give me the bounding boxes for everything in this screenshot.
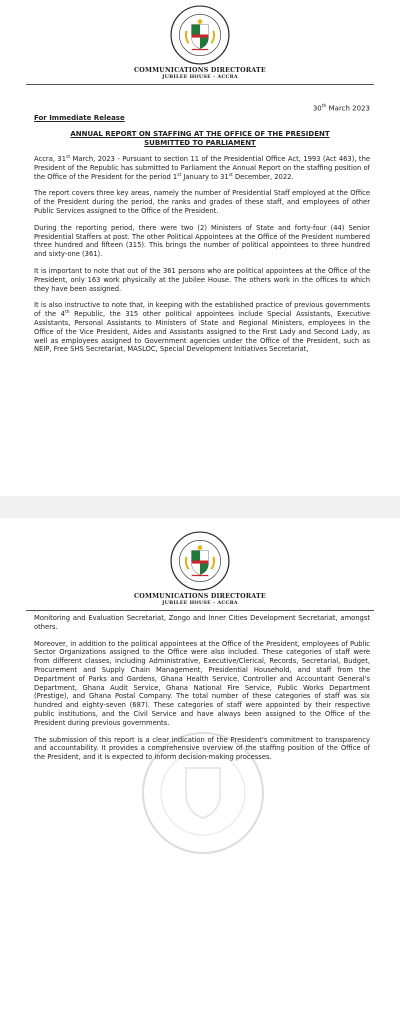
- paragraph: Monitoring and Evaluation Secretariat, Zongo and Inner Cities Development Secretariat, amongst others.: [34, 614, 370, 631]
- page-2-body: [34, 614, 370, 770]
- paragraph: Accra, 31st March, 2023 - Pursuant to section 11 of the Presidential Office Act, 1993 (Act 463), the President of the Republic has submitted to Parliament the Annual Report on the staffing position of the Office of the President for the period 1st January to 31st December, 2022.: [34, 154, 371, 181]
- paragraph: It is important to note that out of the 361 persons who are political appointees at the Office of the President, only 163 work physically at the Jubilee House. The others work in the offices to which they have been assigned.: [34, 266, 370, 293]
- paragraph: The report covers three key areas, namely the number of Presidential Staff employed at the Office of the President during the period, the ranks and grades of these staff, and employees of other Public Services assigned to the Office of the President.: [34, 189, 370, 215]
- presidential-seal-icon: [169, 4, 231, 66]
- release-label: For Immediate Release: [34, 114, 125, 122]
- letterhead-divider: [26, 84, 374, 85]
- organization-name: COMMUNICATIONS DIRECTORATE: [134, 593, 266, 600]
- report-page-1: [0, 0, 400, 496]
- organization-location: JUBILEE HOUSE - ACCRA: [162, 600, 238, 606]
- presidential-seal-icon: [169, 530, 231, 592]
- letterhead: [0, 530, 400, 611]
- paragraph: It is also instructive to note that, in keeping with the established practice of previous governments of the 4th Republic, the 315 other political appointees include Special Assistants, Executive Assistants, Personal Assistants to Ministers of State and Regional Ministers, employees in the Office of the Vice President, Aides and Assistants assigned to the First Lady and Second Lady, as well as employees assigned to Government agencies under the Office of the President, such as NEIP, Free SHS Secretariat, MASLOC, Special Development Initiatives Secretariat,: [34, 301, 370, 354]
- document-title: ANNUAL REPORT ON STAFFING AT THE OFFICE OF THE PRESIDENT SUBMITTED TO PARLIAMENT: [70, 130, 330, 147]
- organization-location: JUBILEE HOUSE - ACCRA: [162, 74, 238, 80]
- paragraph: During the reporting period, there were two (2) Ministers of State and forty-four (44) Senior Presidential Staffers at post. The other Political Appointees at the Office of the President numbered three hundred and fifteen (315). This brings the number of political appointees to three hundred and sixty-one (361).: [34, 223, 370, 259]
- letterhead: [0, 4, 400, 85]
- paragraph: Moreover, in addition to the political appointees at the Office of the President, employees of Public Sector Organizations assigned to the Office were also included. These categories of staff were from different classes, including Administrative, Executive/Clerical, Records, Secretarial, Budget, Procurement and Supply Chain Management, Presidential Household, and staff from the Department of Parks and Gardens, Ghana Health Service, Controller and Accountant General's Department, Ghana Audit Service, Ghana National Fire Service, Public Works Department (Prestige), and Ghana Postal Company. The total number of these categories of staff was six hundred and eighty-seven (687). These categories of staff were appointed by their respective public institutions, and the Civil Service and have always been assigned to the Office of the President during previous governments.: [34, 639, 370, 727]
- organization-name: COMMUNICATIONS DIRECTORATE: [134, 67, 266, 74]
- report-page-2: [0, 518, 400, 1024]
- release-date: 30th March 2023: [312, 104, 370, 113]
- letterhead-divider: [26, 610, 374, 611]
- paragraph: The submission of this report is a clear indication of the President's commitment to transparency and accountability. It provides a comprehensive overview of the staffing position of the Office of the President, and it is expected to inform decision-making processes.: [34, 735, 370, 762]
- page-1-body: [34, 155, 370, 362]
